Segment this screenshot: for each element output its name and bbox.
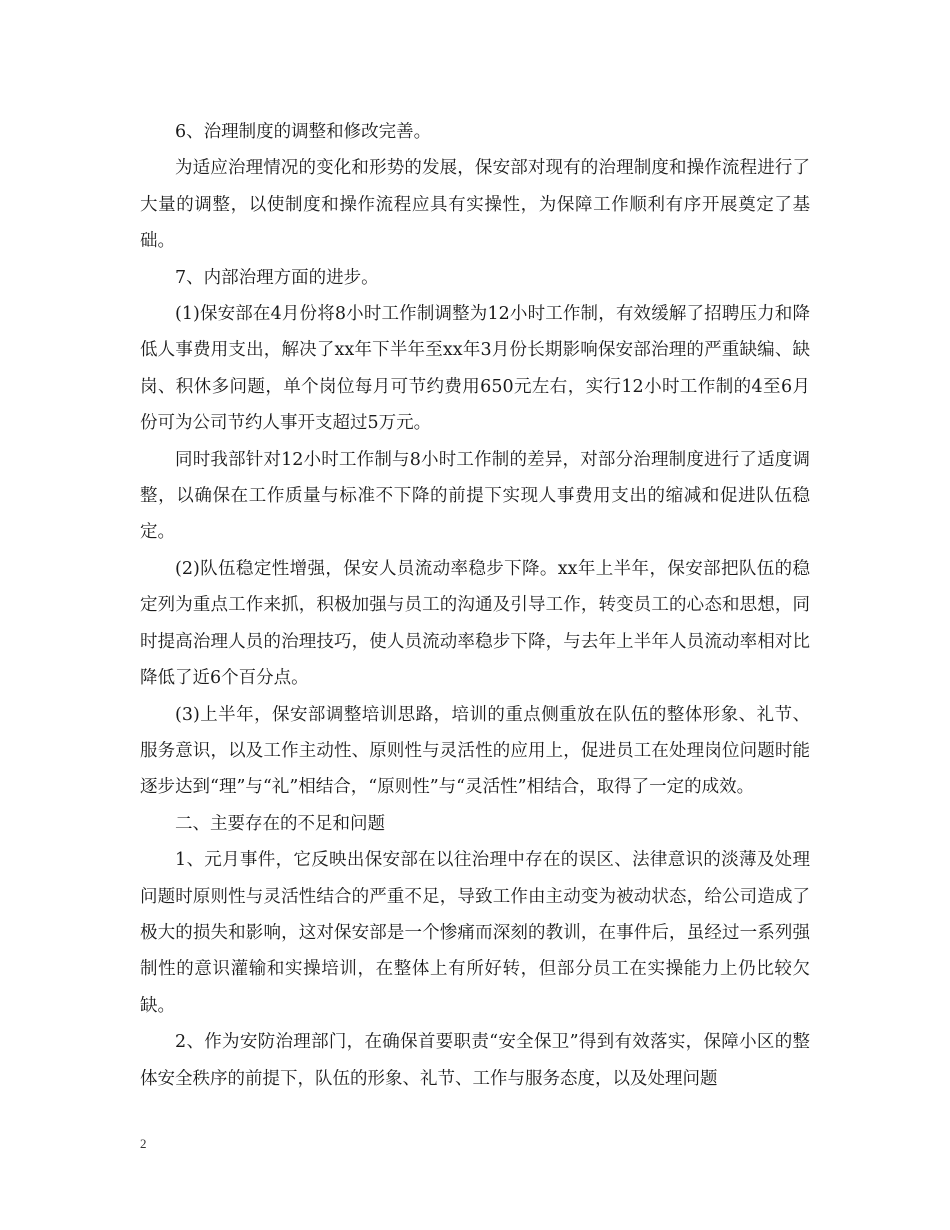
paragraph: 1、元月事件，它反映出保安部在以往治理中存在的误区、法律意识的淡薄及处理问题时原则性与灵活性结合的严重不足，导致工作由主动变为被动状态，给公司造成了极大的损失和影响，这对保安部是一个惨痛而深刻的教训，在事件后，虽经过一系列强制性的意识灌输和实操培训，在整体上有所好转，但部分员工在实操能力上仍比较欠缺。 [140,850,810,1016]
paragraph: (3)上半年，保安部调整培训思路，培训的重点侧重放在队伍的整体形象、礼节、服务意识，以及工作主动性、原则性与灵活性的应用上，促进员工在处理岗位问题时能逐步达到“理”与“礼”相结合，“原则性”与“灵活性”相结合，取得了一定的成效。 [140,704,810,798]
paragraph: 为适应治理情况的变化和形势的发展，保安部对现有的治理制度和操作流程进行了大量的调整，以使制度和操作流程应具有实操性，为保障工作顺利有序开展奠定了基础。 [140,158,810,252]
paragraph: 2、作为安防治理部门，在确保首要职责“安全保卫”得到有效落实，保障小区的整体安全秩序的前提下，队伍的形象、礼节、工作与服务态度，以及处理问题 [140,1032,810,1089]
document-body [140,114,810,1097]
paragraph: 7、内部治理方面的进步。 [175,267,379,288]
page-number: 2 [140,1136,147,1151]
paragraph: 6、治理制度的调整和修改完善。 [175,122,432,142]
paragraph: (2)队伍稳定性增强，保安人员流动率稳步下降。xx年上半年，保安部把队伍的稳定列为重点工作来抓，积极加强与员工的沟通及引导工作，转变员工的心态和思想，同时提高治理人员的治理技巧，使人员流动率稳步下降，与去年上半年人员流动率相对比降低了近6个百分点。 [140,558,810,689]
paragraph: 同时我部针对12小时工作制与8小时工作制的差异，对部分治理制度进行了适度调整，以确保在工作质量与标准不下降的前提下实现人事费用支出的缩减和促进队伍稳定。 [140,449,810,543]
section-heading: 二、主要存在的不足和问题 [175,813,385,834]
paragraph: (1)保安部在4月份将8小时工作制调整为12小时工作制，有效缓解了招聘压力和降低人事费用支出，解决了xx年下半年至xx年3月份长期影响保安部治理的严重缺编、缺岗、积休多问题，单个岗位每月可节约费用650元左右，实行12小时工作制的4至6月份可为公司节约人事开支超过5万元。 [140,304,810,434]
